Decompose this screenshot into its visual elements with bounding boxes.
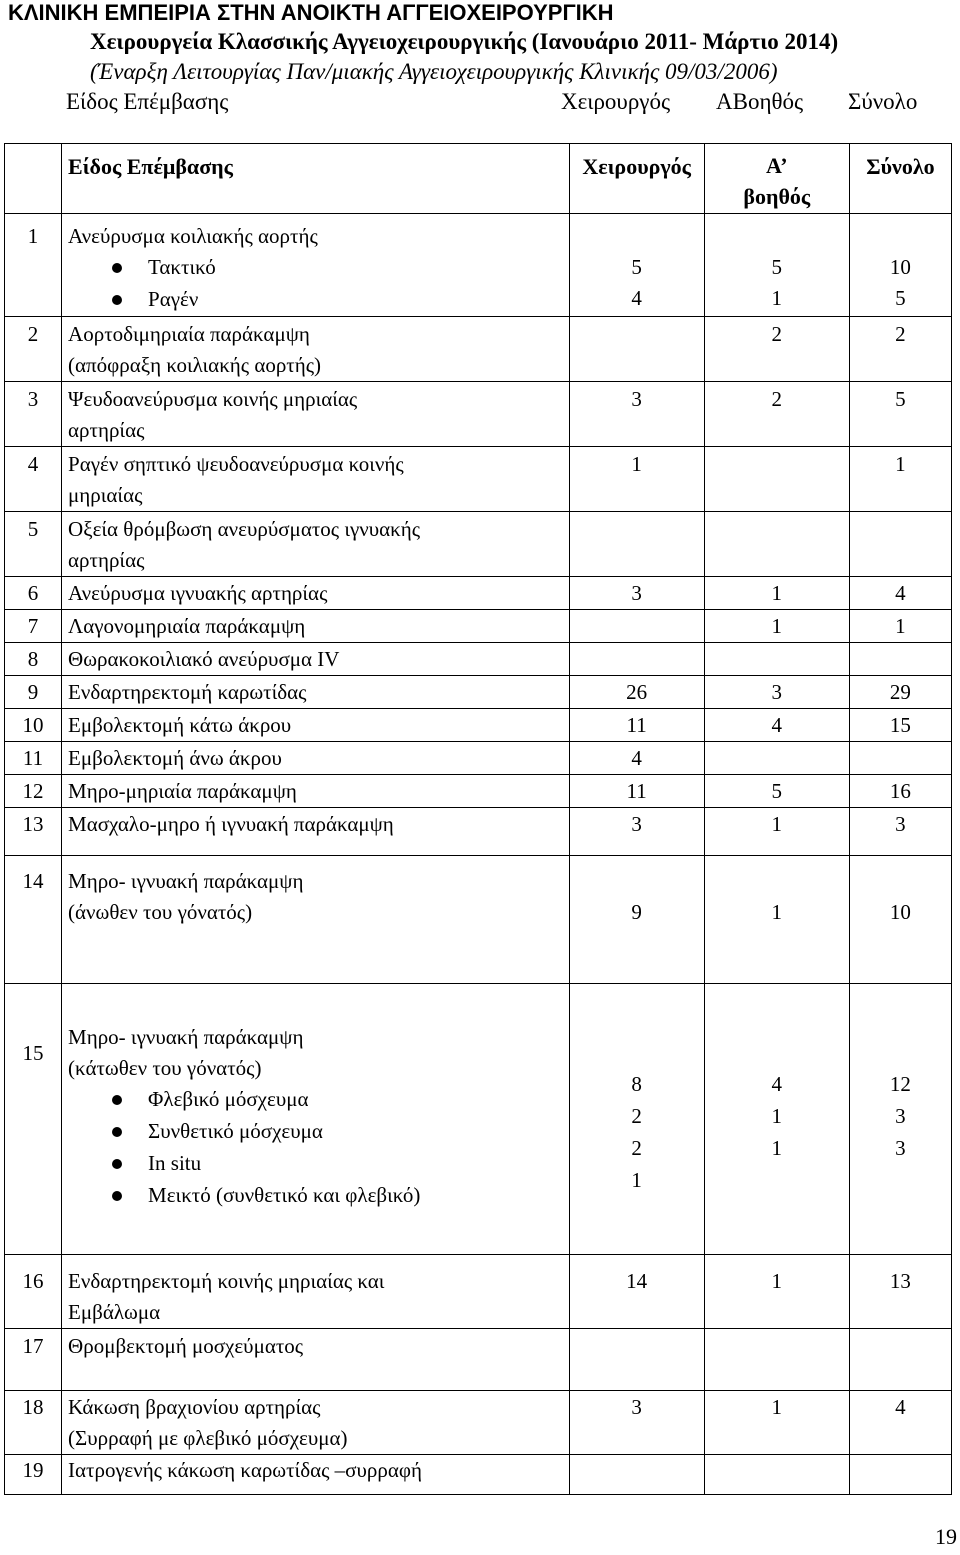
- assistant-count-cell: [704, 643, 849, 676]
- surgeon-count-cell: [569, 808, 704, 856]
- surgeon-count-cell: [569, 709, 704, 742]
- row-number: [5, 676, 62, 709]
- bullet-label: Τακτικό: [148, 255, 216, 279]
- row-number-text: 17: [22, 1334, 44, 1358]
- assistant-count: 1: [771, 1104, 783, 1128]
- assistant-count-cell: [704, 1455, 849, 1495]
- total-count: 5: [895, 387, 906, 411]
- assistant-count-cell: [704, 610, 849, 643]
- description-line: (άνωθεν του γόνατός): [68, 900, 253, 924]
- description-line: Οξεία θρόμβωση ανευρύσματος ιγνυακής: [68, 517, 421, 541]
- assistant-count: 1: [771, 286, 783, 310]
- row-number-text: 12: [22, 779, 44, 803]
- bullet-label: Μεικτό (συνθετικό και φλεβικό): [148, 1183, 421, 1207]
- table-row: [5, 775, 952, 808]
- assistant-count-cell: [704, 317, 849, 382]
- total-count-cell: [849, 676, 951, 709]
- bullet-item: [68, 1084, 569, 1116]
- table-row: [5, 512, 952, 577]
- row-number: [5, 317, 62, 382]
- bullet-icon: [112, 295, 122, 305]
- surgeon-count-cell: [569, 1329, 704, 1391]
- surgeon-count: 1: [631, 1168, 642, 1192]
- total-count: 10: [889, 900, 911, 924]
- surgeon-count-cell: [569, 1455, 704, 1495]
- total-count: 12: [889, 1072, 911, 1096]
- table-row: [5, 382, 952, 447]
- total-count-cell: [849, 1329, 951, 1391]
- bullet-icon: [112, 1191, 122, 1201]
- bullet-icon: [112, 1095, 122, 1105]
- assistant-count: 1: [771, 1136, 783, 1160]
- row-number: [5, 709, 62, 742]
- assistant-count-cell: [704, 1255, 849, 1329]
- surgeon-count-cell: [569, 742, 704, 775]
- surgeon-count: 3: [631, 812, 642, 836]
- row-description: [62, 447, 570, 512]
- row-description: [62, 676, 570, 709]
- description-line: Μηρο-μηριαία παράκαμψη: [68, 779, 297, 803]
- surgeon-count: 11: [626, 779, 647, 803]
- row-number: [5, 1455, 62, 1495]
- assistant-count: 1: [771, 614, 783, 638]
- row-number-text: 3: [27, 387, 39, 411]
- header-type: Είδος Επέμβασης: [62, 144, 570, 214]
- total-count: 4: [895, 581, 906, 605]
- total-count: 29: [889, 680, 911, 704]
- table-header-row: [5, 144, 952, 214]
- assistant-count: 4: [771, 1072, 783, 1096]
- row-number: [5, 775, 62, 808]
- row-number-text: 1: [27, 224, 39, 248]
- row-number: [5, 382, 62, 447]
- assistant-count-cell: [704, 577, 849, 610]
- bullet-icon: [112, 1159, 122, 1169]
- assistant-count: 2: [771, 322, 783, 346]
- bullet-label: Φλεβικό μόσχευμα: [148, 1087, 309, 1111]
- description-line: Ανεύρυσμα κοιλιακής αορτής: [68, 224, 318, 248]
- row-number-text: 19: [22, 1458, 44, 1482]
- total-count: 3: [895, 1136, 906, 1160]
- assistant-count-cell: [704, 856, 849, 984]
- row-number-text: 16: [22, 1269, 44, 1293]
- total-count: 5: [895, 286, 906, 310]
- assistant-count: 3: [771, 680, 783, 704]
- table-row: [5, 709, 952, 742]
- assistant-count-cell: [704, 808, 849, 856]
- table-row: [5, 1455, 952, 1495]
- table-row: [5, 808, 952, 856]
- description-line: Ιατρογενής κάκωση καρωτίδας –συρραφή: [68, 1458, 422, 1482]
- row-description: [62, 775, 570, 808]
- table-row: [5, 676, 952, 709]
- assistant-count-cell: [704, 214, 849, 317]
- row-description: [62, 709, 570, 742]
- header-number: [5, 144, 62, 214]
- description-line: Μηρο- ιγνυακή παράκαμψη: [68, 869, 304, 893]
- page-subtitle: Χειρουργεία Κλασσικής Αγγειοχειρουργικής (Ιανουάριο 2011- Μάρτιο 2014): [90, 29, 839, 54]
- row-number-text: 8: [27, 647, 39, 671]
- bullet-item: [68, 1180, 569, 1212]
- total-count: 10: [889, 255, 911, 279]
- total-count: 1: [895, 614, 906, 638]
- surgeon-count-cell: [569, 382, 704, 447]
- table-body: [5, 214, 952, 1495]
- assistant-count: 1: [771, 812, 783, 836]
- total-count-cell: [849, 382, 951, 447]
- assistant-count: 1: [771, 1395, 783, 1419]
- row-description: [62, 808, 570, 856]
- row-number: [5, 643, 62, 676]
- description-line: Κάκωση βραχιονίου αρτηρίας: [68, 1395, 321, 1419]
- total-count: 2: [895, 322, 906, 346]
- description-line: (απόφραξη κοιλιακής αορτής): [68, 353, 322, 377]
- surgeon-count: 9: [631, 900, 642, 924]
- surgeon-count: 14: [626, 1269, 648, 1293]
- total-count-cell: [849, 808, 951, 856]
- total-count: 1: [895, 452, 906, 476]
- total-count: 4: [895, 1395, 906, 1419]
- total-count: 3: [895, 1104, 906, 1128]
- row-number-text: 15: [22, 1041, 44, 1065]
- page-number: 19: [935, 1524, 957, 1549]
- assistant-count-cell: [704, 775, 849, 808]
- row-description: [62, 984, 570, 1255]
- total-count-cell: [849, 214, 951, 317]
- row-number-text: 5: [27, 517, 39, 541]
- description-line: Λαγονομηριαία παράκαμψη: [68, 614, 306, 638]
- description-line: Εμβολεκτομή κάτω άκρου: [68, 713, 292, 737]
- header-assistant-line2: βοηθός: [743, 184, 811, 209]
- table-row: [5, 643, 952, 676]
- row-description: [62, 382, 570, 447]
- row-number: [5, 447, 62, 512]
- description-line: Αορτοδιμηριαία παράκαμψη: [68, 322, 310, 346]
- row-number: [5, 984, 62, 1255]
- row-number-text: 9: [27, 680, 39, 704]
- description-line: Ραγέν σηπτικό ψευδοανεύρυσμα κοινής: [68, 452, 404, 476]
- page-note: (Έναρξη Λειτουργίας Παν/μιακής Αγγειοχειρουργικής Κλινικής 09/03/2006): [90, 59, 778, 84]
- row-number: [5, 1329, 62, 1391]
- description-line: (κάτωθεν του γόνατός): [68, 1056, 262, 1080]
- surgeon-count: 11: [626, 713, 647, 737]
- header-total: Σύνολο: [849, 144, 951, 214]
- description-line: Ενδαρτηρεκτομή κοινής μηριαίας και: [68, 1269, 385, 1293]
- assistant-count-cell: [704, 742, 849, 775]
- assistant-count-cell: [704, 447, 849, 512]
- row-description: [62, 742, 570, 775]
- bullet-label: Ραγέν: [148, 287, 199, 311]
- bullet-icon: [112, 1127, 122, 1137]
- header-col-total: Σύνολο: [848, 89, 918, 114]
- row-number-text: 18: [22, 1395, 44, 1419]
- row-number: [5, 610, 62, 643]
- surgeon-count-cell: [569, 1391, 704, 1455]
- row-number: [5, 1391, 62, 1455]
- description-line: Εμβολεκτομή άνω άκρου: [68, 746, 282, 770]
- surgeon-count-cell: [569, 512, 704, 577]
- row-number: [5, 808, 62, 856]
- surgeon-count-cell: [569, 643, 704, 676]
- table-row: [5, 447, 952, 512]
- total-count-cell: [849, 984, 951, 1255]
- row-number-text: 10: [22, 713, 44, 737]
- total-count: 3: [895, 812, 906, 836]
- row-number-text: 13: [22, 812, 44, 836]
- row-number-text: 4: [27, 452, 39, 476]
- total-count: 16: [889, 779, 911, 803]
- assistant-count-cell: [704, 1391, 849, 1455]
- bullet-label: In situ: [148, 1151, 202, 1175]
- table-row: [5, 1391, 952, 1455]
- assistant-count-cell: [704, 382, 849, 447]
- surgeon-count-cell: [569, 984, 704, 1255]
- header-col-assistant: ΑΒοηθός: [716, 89, 804, 114]
- description-line: Θρομβεκτομή μοσχεύματος: [68, 1334, 304, 1358]
- assistant-count: 1: [771, 1269, 783, 1293]
- total-count-cell: [849, 856, 951, 984]
- total-count-cell: [849, 1255, 951, 1329]
- assistant-count-cell: [704, 512, 849, 577]
- surgeon-count: 4: [631, 286, 642, 310]
- row-number: [5, 1255, 62, 1329]
- surgeon-count: 3: [631, 387, 642, 411]
- table-row: [5, 742, 952, 775]
- header-assistant-line1: Α’: [765, 153, 788, 178]
- row-description: [62, 512, 570, 577]
- total-count: 13: [889, 1269, 911, 1293]
- description-line: Ενδαρτηρεκτομή καρωτίδας: [68, 680, 307, 704]
- assistant-count: 4: [771, 713, 783, 737]
- bullet-item: [68, 1116, 569, 1148]
- total-count-cell: [849, 1455, 951, 1495]
- assistant-count: 5: [771, 255, 783, 279]
- surgeon-count: 5: [631, 255, 642, 279]
- surgeon-count: 3: [631, 581, 642, 605]
- assistant-count: 1: [771, 900, 783, 924]
- total-count: 15: [889, 713, 911, 737]
- row-number: [5, 512, 62, 577]
- description-line: Εμβάλωμα: [68, 1300, 161, 1324]
- surgeon-count: 3: [631, 1395, 642, 1419]
- description-line: Μασχαλο-μηρο ή ιγνυακή παράκαμψη: [68, 812, 394, 836]
- bullet-item: [68, 284, 569, 316]
- description-line: Ανεύρυσμα ιγνυακής αρτηρίας: [68, 581, 328, 605]
- row-description: [62, 317, 570, 382]
- row-description: [62, 1391, 570, 1455]
- header-assistant: [704, 144, 849, 214]
- row-description: [62, 1455, 570, 1495]
- header-col-surgeon: Χειρουργός: [561, 89, 671, 114]
- surgeon-count-cell: [569, 1255, 704, 1329]
- page-title: ΚΛΙΝΙΚΗ ΕΜΠΕΙΡΙΑ ΣΤΗΝ ΑΝΟΙΚΤΗ ΑΓΓΕΙΟΧΕΙΡΟΥΡΓΙΚΗ: [8, 0, 614, 25]
- row-number: [5, 742, 62, 775]
- description-line: (Συρραφή με φλεβικό μόσχευμα): [68, 1426, 348, 1450]
- row-number-text: 14: [22, 869, 44, 893]
- assistant-count: 2: [771, 387, 783, 411]
- total-count-cell: [849, 512, 951, 577]
- row-number-text: 7: [27, 614, 39, 638]
- surgeon-count: 2: [631, 1136, 642, 1160]
- row-number-text: 2: [27, 322, 39, 346]
- header-surgeon: Χειρουργός: [569, 144, 704, 214]
- header-col-type: Είδος Επέμβασης: [66, 89, 229, 114]
- surgeon-count: 4: [631, 746, 642, 770]
- bullet-icon: [112, 263, 122, 273]
- row-number-text: 6: [27, 581, 39, 605]
- assistant-count-cell: [704, 676, 849, 709]
- total-count-cell: [849, 610, 951, 643]
- description-line: αρτηρίας: [68, 548, 145, 572]
- surgeon-count: 1: [631, 452, 642, 476]
- row-description: [62, 610, 570, 643]
- row-description: [62, 856, 570, 984]
- total-count-cell: [849, 775, 951, 808]
- surgeon-count: 2: [631, 1104, 642, 1128]
- row-number: [5, 577, 62, 610]
- surgeon-count-cell: [569, 775, 704, 808]
- total-count-cell: [849, 317, 951, 382]
- total-count-cell: [849, 709, 951, 742]
- total-count-cell: [849, 643, 951, 676]
- table-row: [5, 317, 952, 382]
- surgeon-count-cell: [569, 447, 704, 512]
- procedures-table: [4, 143, 952, 1495]
- description-line: μηριαίας: [68, 483, 143, 507]
- description-line: αρτηρίας: [68, 418, 145, 442]
- table-row: [5, 214, 952, 317]
- assistant-count-cell: [704, 709, 849, 742]
- surgeon-count: 26: [626, 680, 648, 704]
- row-number: [5, 856, 62, 984]
- description-line: Θωρακοκοιλιακό ανεύρυσμα IV: [68, 647, 340, 671]
- surgeon-count-cell: [569, 610, 704, 643]
- surgeon-count-cell: [569, 317, 704, 382]
- assistant-count: 1: [771, 581, 783, 605]
- table-row: [5, 1255, 952, 1329]
- row-description: [62, 1329, 570, 1391]
- bullet-item: [68, 1148, 569, 1180]
- table-row: [5, 610, 952, 643]
- row-description: [62, 214, 570, 317]
- surgeon-count: 8: [631, 1072, 642, 1096]
- surgeon-count-cell: [569, 856, 704, 984]
- surgeon-count-cell: [569, 676, 704, 709]
- total-count-cell: [849, 447, 951, 512]
- table-row: [5, 577, 952, 610]
- table-row: [5, 856, 952, 984]
- table-row: [5, 984, 952, 1255]
- total-count-cell: [849, 742, 951, 775]
- row-number-text: 11: [22, 746, 44, 770]
- table-row: [5, 1329, 952, 1391]
- surgeon-count-cell: [569, 577, 704, 610]
- bullet-item: [68, 252, 569, 284]
- row-number: [5, 214, 62, 317]
- assistant-count-cell: [704, 1329, 849, 1391]
- assistant-count-cell: [704, 984, 849, 1255]
- surgeon-count-cell: [569, 214, 704, 317]
- description-line: Ψευδοανεύρυσμα κοινής μηριαίας: [68, 387, 358, 411]
- total-count-cell: [849, 1391, 951, 1455]
- row-description: [62, 577, 570, 610]
- bullet-label: Συνθετικό μόσχευμα: [148, 1119, 323, 1143]
- row-description: [62, 1255, 570, 1329]
- description-line: Μηρο- ιγνυακή παράκαμψη: [68, 1025, 304, 1049]
- row-description: [62, 643, 570, 676]
- total-count-cell: [849, 577, 951, 610]
- assistant-count: 5: [771, 779, 783, 803]
